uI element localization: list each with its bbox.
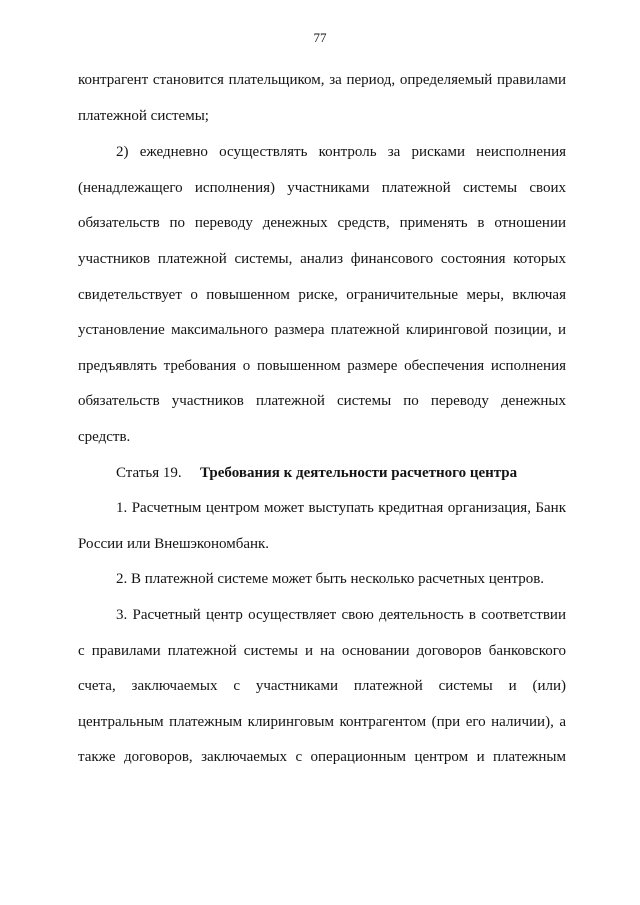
text-line: средств.	[78, 429, 131, 445]
text-line: установление максимального размера платежной клиринговой позиции, и	[78, 322, 566, 338]
article-title: Требования к деятельности расчетного центра	[200, 465, 518, 481]
article-heading	[116, 463, 566, 483]
text-line: свидетельствует о повышенном риске, ограничительные меры, включая	[78, 287, 566, 303]
text-line: (ненадлежащего исполнения) участниками платежной системы своих	[78, 180, 566, 196]
text-line: предъявлять требования о повышенном размере обеспечения исполнения	[78, 358, 566, 374]
text-line: также договоров, заключаемых с операционным центром и платежным	[78, 749, 566, 765]
text-line: 3. Расчетный центр осуществляет свою деятельность в соответствии	[116, 607, 566, 623]
text-line: центральным платежным клиринговым контрагентом (при его наличии), а	[78, 714, 566, 730]
text-line: 2) ежедневно осуществлять контроль за рисками неисполнения	[116, 144, 566, 160]
text-line: с правилами платежной системы и на основании договоров банковского	[78, 643, 566, 659]
text-line: обязательств по переводу денежных средств, применять в отношении	[78, 215, 566, 231]
text-line: платежной системы;	[78, 108, 209, 124]
text-line: 2. В платежной системе может быть несколько расчетных центров.	[116, 571, 545, 587]
text-line: участников платежной системы, анализ финансового состояния которых	[78, 251, 566, 267]
article-number: Статья 19.	[116, 465, 182, 481]
text-line: счета, заключаемых с участниками платежной системы и (или)	[78, 678, 566, 694]
text-line: России или Внешэкономбанк.	[78, 536, 270, 552]
text-line: контрагент становится плательщиком, за период, определяемый правилами	[78, 72, 566, 88]
page-number: 77	[313, 30, 327, 45]
text-line: 1. Расчетным центром может выступать кредитная организация, Банк	[116, 500, 566, 516]
text-line: обязательств участников платежной системы по переводу денежных	[78, 393, 566, 409]
